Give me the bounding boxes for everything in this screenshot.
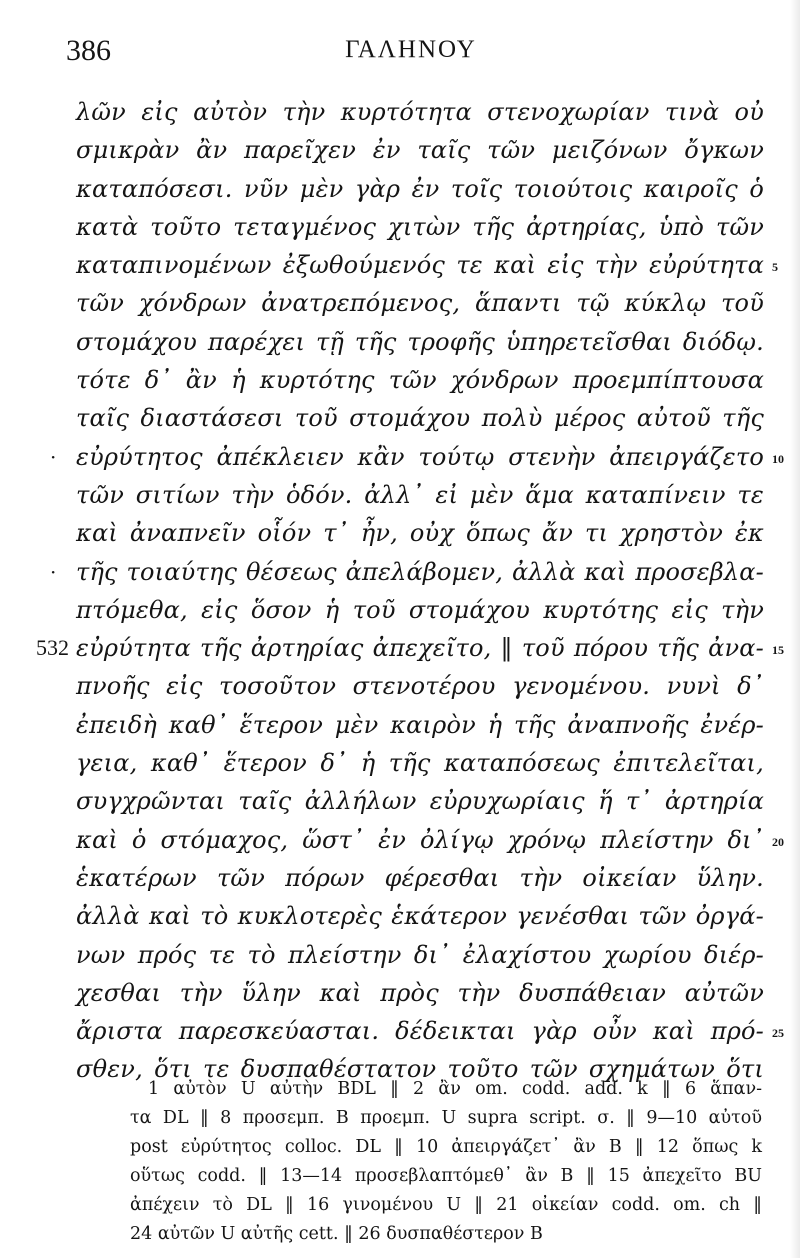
text-line <box>0 859 800 897</box>
text-line <box>0 284 800 322</box>
line-text: ταῖς διαστάσεσι τοῦ στομάχου πολὺ μέρος αὐτοῦ τῆς <box>76 404 764 433</box>
margin-dot-mark: · <box>50 559 57 584</box>
apparatus-text: τα DL ‖ 8 προσεμπ. B προεμπ. U supra script. σ. ‖ 9—10 αὐτοῦ <box>130 1108 762 1128</box>
text-line <box>0 399 800 437</box>
running-head: ΓΑΛΗΝΟΥ <box>345 36 477 63</box>
apparatus-text: οὕτως codd. ‖ 13—14 προσεβλαπτόμεθ᾽ ἂν B ‖ 15 ἀπεχεῖτο BU <box>130 1166 762 1186</box>
line-text: συγχρῶνται ταῖς ἀλλήλων εὐρυχωρίαις ἥ τ᾽ ἀρτηρία <box>76 787 764 816</box>
text-line <box>0 438 800 476</box>
apparatus-line <box>0 1075 800 1104</box>
text-line <box>0 936 800 974</box>
body-text <box>0 93 800 1089</box>
line-text: ἄριστα παρεσκεύασται. δέδεικται γὰρ οὖν καὶ πρό- <box>76 1017 764 1046</box>
text-line <box>0 131 800 169</box>
text-line <box>0 782 800 820</box>
line-number: 10 <box>772 451 784 466</box>
line-text: χεσθαι τὴν ὕλην καὶ πρὸς τὴν δυσπάθειαν αὐτῶν <box>76 978 764 1007</box>
line-text: καταπινομένων ἐξωθούμενός τε καὶ εἰς τὴν εὐρύτητα <box>76 251 764 280</box>
line-text: στομάχου παρέχει τῇ τῆς τροφῆς ὑπηρετεῖσθαι διόδῳ. <box>76 327 764 356</box>
line-text: σμικρὰν ἂν παρεῖχεν ἐν ταῖς τῶν μειζόνων ὄγκων <box>76 136 764 165</box>
line-text: τῶν χόνδρων ἀνατρεπόμενος, ἅπαντι τῷ κύκλῳ τοῦ <box>76 289 764 318</box>
line-number: 15 <box>772 643 784 658</box>
text-line <box>0 361 800 399</box>
text-line <box>0 591 800 629</box>
apparatus-line <box>0 1162 800 1191</box>
text-line <box>0 744 800 782</box>
text-line <box>0 170 800 208</box>
line-text: εὐρύτητα τῆς ἀρτηρίας ἀπεχεῖτο, ‖ τοῦ πόρου τῆς ἀνα- <box>76 634 764 663</box>
text-line <box>0 476 800 514</box>
line-text: σθεν, ὅτι τε δυσπαθέστατον τοῦτο τῶν σχημάτων ὅτι <box>76 1055 764 1084</box>
text-line <box>0 706 800 744</box>
line-text: τῆς τοιαύτης θέσεως ἀπελάβομεν, ἀλλὰ καὶ προσεβλα- <box>76 557 764 586</box>
line-number: 20 <box>772 834 784 849</box>
page-number: 386 <box>66 34 111 67</box>
text-line <box>0 514 800 552</box>
line-text: τῶν σιτίων τὴν ὁδόν. ἀλλ᾽ εἰ μὲν ἅμα καταπίνειν τε <box>76 480 764 509</box>
margin-dot-mark: · <box>50 444 57 469</box>
line-text: λῶν εἰς αὐτὸν τὴν κυρτότητα στενοχωρίαν τινὰ οὐ <box>76 98 764 126</box>
line-number: 25 <box>772 1026 784 1041</box>
apparatus-line <box>0 1104 800 1133</box>
line-text: κατὰ τοῦτο τεταγμένος χιτὼν τῆς ἀρτηρίας, ὑπὸ τῶν <box>76 212 764 241</box>
text-line <box>0 667 800 705</box>
page-edge-shadow <box>790 0 800 1258</box>
apparatus-line <box>0 1220 800 1249</box>
text-line <box>0 974 800 1012</box>
text-line <box>0 208 800 246</box>
line-text: τότε δ᾽ ἂν ἡ κυρτότης τῶν χόνδρων προεμπίπτουσα <box>76 366 764 395</box>
line-text: ἀλλὰ καὶ τὸ κυκλοτερὲς ἑκάτερον γενέσθαι τῶν ὀργά- <box>76 902 764 931</box>
apparatus-text: post εὐρύτητος colloc. DL ‖ 10 ἀπειργάζετ᾽ ἂν B ‖ 12 ὅπως k <box>130 1137 762 1157</box>
line-text: καταπόσεσι. νῦν μὲν γὰρ ἐν τοῖς τοιούτοις καιροῖς ὁ <box>76 174 764 203</box>
text-line <box>0 821 800 859</box>
text-line <box>0 897 800 935</box>
apparatus-line <box>0 1191 800 1220</box>
apparatus-text: 1 αὐτὸν U αὐτὴν BDL ‖ 2 ἂν om. codd. add. k ‖ 6 ἅπαν- <box>148 1079 762 1099</box>
text-line <box>0 246 800 284</box>
line-text: ἑκατέρων τῶν πόρων φέρεσθαι τὴν οἰκείαν ὕλην. <box>76 863 764 892</box>
line-text: γεια, καθ᾽ ἕτερον δ᾽ ἡ τῆς καταπόσεως ἐπιτελεῖται, <box>76 749 764 778</box>
line-text: καὶ ὁ στόμαχος, ὥστ᾽ ἐν ὀλίγῳ χρόνῳ πλείστην δι᾽ <box>76 825 764 854</box>
line-text: εὐρύτητος ἀπέκλειεν κἂν τούτῳ στενὴν ἀπειργάζετο <box>76 442 764 471</box>
apparatus-line <box>0 1133 800 1162</box>
line-text: νων πρός τε τὸ πλείστην δι᾽ ἐλαχίστου χωρίου διέρ- <box>76 940 764 969</box>
critical-apparatus <box>0 1075 800 1249</box>
line-number: 5 <box>772 260 778 275</box>
line-text: πτόμεθα, εἰς ὅσον ἡ τοῦ στομάχου κυρτότης εἰς τὴν <box>76 595 764 624</box>
apparatus-text: ἀπέχειν τὸ DL ‖ 16 γινομένου U ‖ 21 οἰκείαν codd. om. ch ‖ <box>130 1195 762 1215</box>
text-line <box>0 93 800 131</box>
page-header <box>66 34 756 74</box>
line-text: καὶ ἀναπνεῖν οἷόν τ᾽ ἦν, οὐχ ὅπως ἄν τι χρηστὸν ἐκ <box>76 519 764 548</box>
apparatus-text: 24 αὐτῶν U αὐτῆς cett. ‖ 26 δυσπαθέστερον B <box>130 1224 543 1244</box>
text-line <box>0 323 800 361</box>
text-line <box>0 1012 800 1050</box>
text-line <box>0 553 800 591</box>
line-text: ἐπειδὴ καθ᾽ ἕτερον μὲν καιρὸν ἡ τῆς ἀναπνοῆς ἐνέρ- <box>76 710 764 739</box>
line-text: πνοῆς εἰς τοσοῦτον στενοτέρου γενομένου. νυνὶ δ᾽ <box>76 672 764 701</box>
text-line <box>0 629 800 667</box>
margin-page-reference: 532 <box>36 635 69 661</box>
